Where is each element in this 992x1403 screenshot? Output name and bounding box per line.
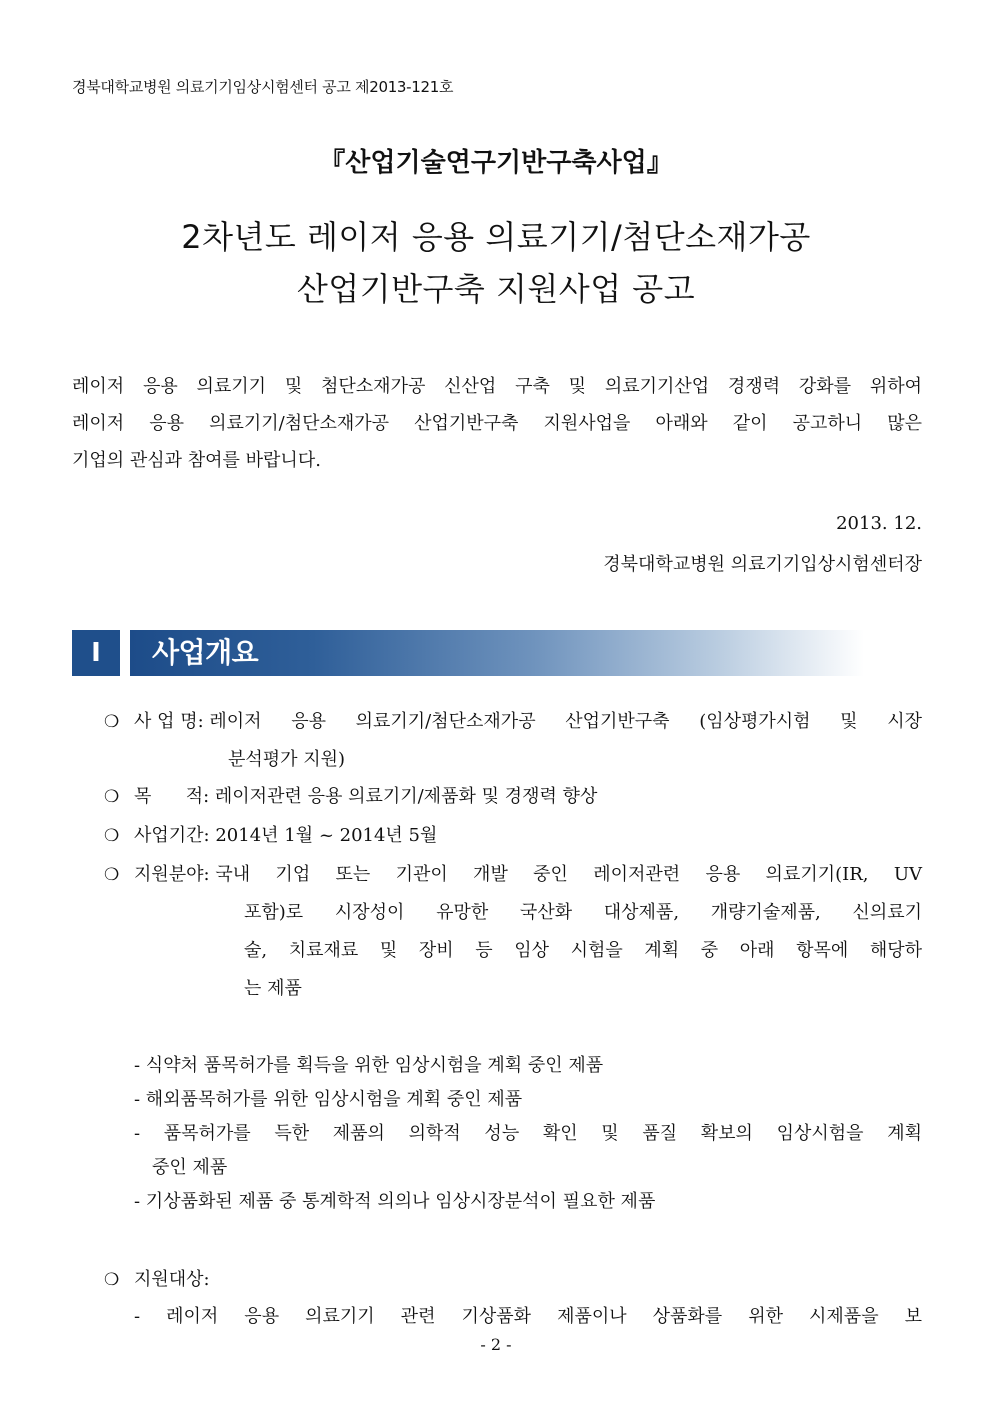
bullet-icon: ❍ xyxy=(104,712,120,732)
item-text-continued: 는 제품 xyxy=(244,978,302,999)
section-title: 사업개요 xyxy=(130,630,864,676)
section-header xyxy=(72,630,864,676)
item-text-continued: 술, 치료재료 및 장비 등 임상 시험을 계획 중 아래 항목에 해당하 xyxy=(244,940,922,961)
sub-list xyxy=(134,1049,922,1219)
list-item-support-field xyxy=(104,856,922,1008)
bullet-icon: ❍ xyxy=(104,787,120,807)
sub-item: - 품목허가를 득한 제품의 의학적 성능 확인 및 품질 확보의 임상시험을 계획 xyxy=(134,1123,922,1144)
intro-line: 기업의 관심과 참여를 바랍니다. xyxy=(72,450,321,471)
title-line-2: 산업기반구축 지원사업 공고 xyxy=(296,270,696,308)
intro-paragraph xyxy=(72,368,922,479)
intro-line: 레이저 응용 의료기기/첨단소재가공 산업기반구축 지원사업을 아래와 같이 공고하니 많은 xyxy=(72,413,922,434)
list-item-purpose xyxy=(104,778,922,816)
program-name: 『산업기술연구기반구축사업』 xyxy=(319,148,673,178)
title-line-1: 2차년도 레이저 응용 의료기기/첨단소재가공 xyxy=(181,218,811,256)
list-item-business-name xyxy=(104,703,922,779)
item-label: 지원분야: xyxy=(134,864,216,885)
item-text: 레이저관련 응용 의료기기/제품화 및 경쟁력 향상 xyxy=(214,786,598,807)
page-number: - 2 - xyxy=(480,1335,512,1354)
notice-date: 2013. 12. xyxy=(836,513,922,534)
sub-item-continued: 중인 제품 xyxy=(152,1157,228,1178)
item-text-continued: 분석평가 지원) xyxy=(228,749,346,770)
target-sub-list xyxy=(134,1300,922,1334)
intro-line: 레이저 응용 의료기기 및 첨단소재가공 신산업 구축 및 의료기기산업 경쟁력 강화를 위하여 xyxy=(72,376,922,397)
item-text: 국내 기업 또는 기관이 개발 중인 레이저관련 응용 의료기기(IR, UV xyxy=(215,864,922,885)
item-label: 사업기간: xyxy=(134,825,216,846)
list-item-period xyxy=(104,817,922,855)
item-text: 레이저 응용 의료기기/첨단소재가공 산업기반구축 (임상평가시험 및 시장 xyxy=(209,711,922,732)
list-item-support-target xyxy=(104,1261,922,1299)
sub-item: - 기상품화된 제품 중 통계학적 의의나 임상시장분석이 필요한 제품 xyxy=(134,1191,656,1212)
sub-item: - 해외품목허가를 위한 임상시험을 계획 중인 제품 xyxy=(134,1089,523,1110)
item-label: 지원대상: xyxy=(134,1269,210,1290)
item-label: 목 적: xyxy=(134,786,215,807)
bullet-icon: ❍ xyxy=(104,826,120,846)
sub-item: - 식약처 품목허가를 획득을 위한 임상시험을 계획 중인 제품 xyxy=(134,1055,604,1076)
bullet-icon: ❍ xyxy=(104,1270,120,1290)
bullet-icon: ❍ xyxy=(104,865,120,885)
item-label: 사 업 명: xyxy=(134,711,210,732)
section-number: Ⅰ xyxy=(72,630,120,676)
notice-number: 경북대학교병원 의료기기임상시험센터 공고 제2013-121호 xyxy=(72,78,454,96)
item-text-continued: 포함)로 시장성이 유망한 국산화 대상제품, 개량기술제품, 신의료기 xyxy=(244,902,922,923)
sub-item: - 레이저 응용 의료기기 관련 기상품화 제품이나 상품화를 위한 시제품을 보 xyxy=(134,1306,922,1327)
item-text: 2014년 1월 ~ 2014년 5월 xyxy=(215,825,438,846)
signer: 경북대학교병원 의료기기입상시험센터장 xyxy=(603,554,922,575)
